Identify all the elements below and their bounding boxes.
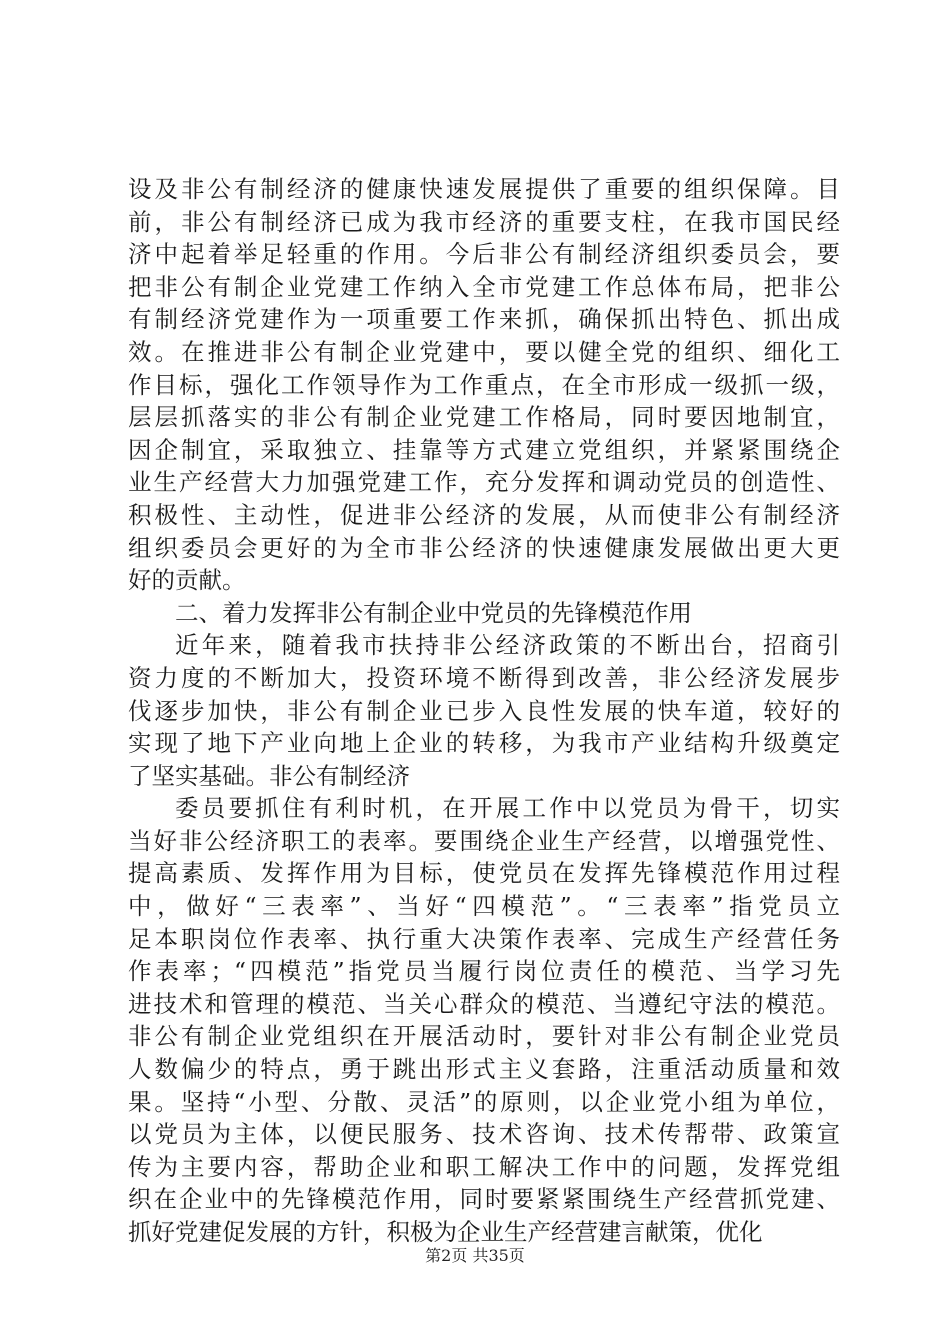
paragraph-line: 前，非公有制经济已成为我市经济的重要支柱，在我市国民经: [128, 207, 840, 236]
paragraph-line: 组织委员会更好的为全市非公经济的快速健康发展做出更大更: [128, 533, 840, 562]
paragraph-line: 抓好党建促发展的方针，积极为企业生产经营建言献策，优化: [128, 1218, 763, 1246]
paragraph-line: 进技术和管理的模范、当关心群众的模范、当遵纪守法的模范。: [128, 989, 840, 1018]
paragraph-line: 有制经济党建作为一项重要工作来抓，确保抓出特色、抓出成: [128, 305, 840, 334]
paragraph-line: 足本职岗位作表率、执行重大决策作表率、完成生产经营任务: [128, 924, 840, 953]
paragraph-line: 中，做好“三表率”、当好“四模范”。“三表率”指党员立: [128, 892, 840, 921]
paragraph-line: 伐逐步加快，非公有制企业已步入良性发展的快车道，较好的: [128, 696, 840, 725]
paragraph-line: 资力度的不断加大，投资环境不断得到改善，非公经济发展步: [128, 663, 840, 692]
paragraph-line: 好的贡献。: [128, 566, 246, 595]
paragraph-line: 因企制宜，采取独立、挂靠等方式建立党组织，并紧紧围绕企: [128, 435, 840, 464]
paragraph-line: 实现了地下产业向地上企业的转移，为我市产业结构升级奠定: [128, 729, 840, 758]
paragraph-line: 作表率；“四模范”指党员当履行岗位责任的模范、当学习先: [128, 957, 840, 986]
paragraph-line: 作目标，强化工作领导作为工作重点，在全市形成一级抓一级，: [128, 370, 840, 399]
section-heading: 二、着力发挥非公有制企业中党员的先锋模范作用: [175, 598, 692, 627]
paragraph-line: 了坚实基础。非公有制经济: [128, 761, 410, 790]
paragraph-line: 当好非公经济职工的表率。要围绕企业生产经营，以增强党性、: [128, 826, 840, 855]
paragraph-line: 业生产经营大力加强党建工作，充分发挥和调动党员的创造性、: [128, 468, 840, 497]
paragraph-line: 层层抓落实的非公有制企业党建工作格局，同时要因地制宜，: [128, 403, 840, 432]
paragraph-line: 把非公有制企业党建工作纳入全市党建工作总体布局，把非公: [128, 272, 840, 301]
paragraph-line: 以党员为主体，以便民服务、技术咨询、技术传帮带、政策宣: [128, 1120, 840, 1149]
paragraph-line: 人数偏少的特点，勇于跳出形式主义套路，注重活动质量和效: [128, 1055, 840, 1084]
paragraph-line: 效。在推进非公有制企业党建中，要以健全党的组织、细化工: [128, 337, 840, 366]
paragraph-line: 济中起着举足轻重的作用。今后非公有制经济组织委员会，要: [128, 240, 840, 269]
paragraph-line: 果。坚持“小型、分散、灵活”的原则，以企业党小组为单位，: [128, 1087, 840, 1116]
paragraph-line: 传为主要内容，帮助企业和职工解决工作中的问题，发挥党组: [128, 1152, 840, 1181]
paragraph-line: 非公有制企业党组织在开展活动时，要针对非公有制企业党员: [128, 1022, 840, 1051]
page-footer: 第2页 共35页: [425, 1246, 525, 1265]
paragraph-line: 近年来，随着我市扶持非公经济政策的不断出台，招商引: [175, 631, 840, 660]
paragraph-line: 织在企业中的先锋模范作用，同时要紧紧围绕生产经营抓党建、: [128, 1185, 840, 1214]
paragraph-line: 设及非公有制经济的健康快速发展提供了重要的组织保障。目: [128, 175, 840, 203]
paragraph-line: 委员要抓住有利时机，在开展工作中以党员为骨干，切实: [175, 794, 840, 823]
document-body: [128, 173, 840, 1249]
paragraph-line: 积极性、主动性，促进非公经济的发展，从而使非公有制经济: [128, 500, 840, 529]
paragraph-line: 提高素质、发挥作用为目标，使党员在发挥先锋模范作用过程: [128, 859, 840, 888]
